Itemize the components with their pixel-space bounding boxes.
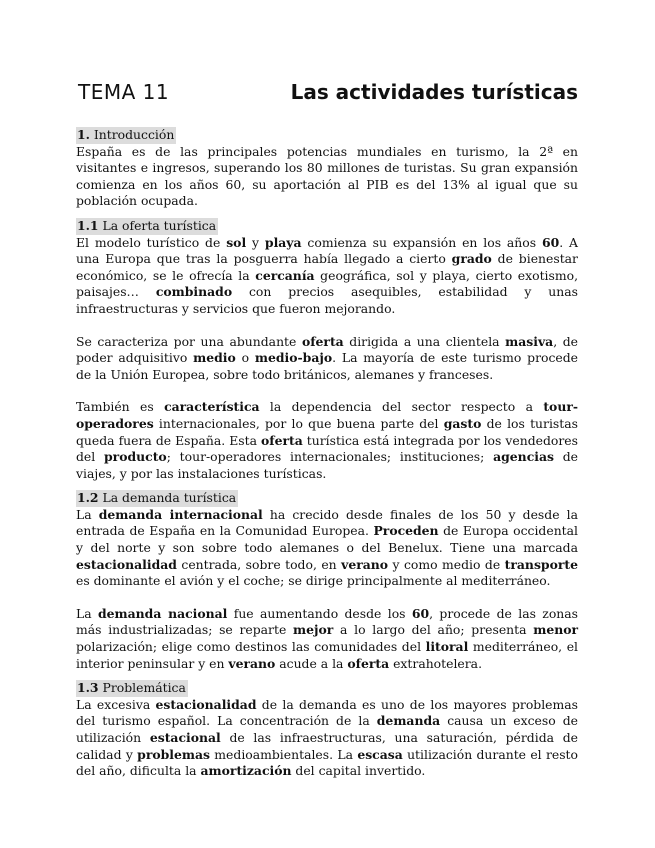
bold-term: litoral: [425, 639, 469, 655]
text-run: ha crecido desde finales de los 50 y desde la entrada de España en la Comunidad Europea.: [76, 506, 578, 539]
bold-term: gasto: [443, 415, 482, 431]
text-run: del capital invertido.: [291, 763, 426, 779]
text-run: fue aumentando desde los: [227, 605, 412, 621]
bold-term: escasa: [357, 746, 403, 762]
section-title: Problemática: [98, 680, 186, 696]
text-run: de las infraestructuras, una saturación, pérdida de calidad y: [76, 730, 579, 762]
bold-term: mejor: [293, 622, 334, 638]
text-run: a lo largo del año; presenta: [333, 622, 534, 638]
text-run: de la demanda es uno de los mayores problemas del turismo español. La concentración de la: [76, 696, 579, 729]
section-number: 1.2: [77, 490, 99, 506]
paragraph: [76, 606, 578, 672]
document-body: [76, 127, 578, 788]
page-header: [78, 80, 578, 110]
text-run: geográfica, sol y playa, cierto exotismo, paisajes…: [76, 267, 579, 300]
text-run: medioambientales. La: [209, 746, 358, 762]
bold-term: medio-bajo: [254, 350, 333, 366]
bold-term: demanda internacional: [98, 506, 263, 522]
section-title: La demanda turística: [98, 490, 237, 506]
text-run: de los turistas queda fuera de España. Esta: [76, 415, 578, 448]
text-run: La: [76, 506, 99, 522]
bold-term: agencias: [493, 449, 554, 465]
paragraph: [76, 235, 578, 318]
text-run: turística está integrada por los vendedores del: [76, 432, 578, 465]
text-run: acude a la: [275, 655, 348, 671]
section: [76, 680, 578, 780]
section-heading: [76, 127, 176, 144]
text-run: de Europa occidental y del norte y son sobre todo alemanes o del Benelux. Tiene una marcada: [76, 523, 578, 556]
bold-term: demanda nacional: [97, 605, 228, 621]
text-run: con precios asequibles, estabilidad y unas infraestructuras y servicios que fueron mejorando.: [76, 284, 579, 316]
bold-term: oferta: [261, 432, 303, 448]
text-run: . La mayoría de este turismo procede de la Unión Europea, sobre todo británicos, alemanes y franceses.: [76, 350, 578, 382]
text-run: y como medio de: [388, 556, 505, 572]
bold-term: cercanía: [255, 267, 315, 283]
text-run: Se caracteriza por una abundante: [76, 333, 302, 349]
text-run: mediterráneo, el interior peninsular y en: [76, 639, 579, 671]
topic-number: TEMA 11: [78, 80, 170, 104]
bold-term: grado: [451, 251, 492, 267]
bold-term: estacionalidad: [76, 556, 177, 572]
paragraph: [76, 144, 578, 210]
bold-term: sol: [226, 234, 247, 250]
text-run: La excesiva: [76, 696, 156, 712]
bold-term: 60: [541, 234, 560, 250]
text-run: La: [76, 605, 98, 621]
bold-term: playa: [264, 234, 302, 250]
text-run: También es: [76, 399, 165, 415]
text-run: utilización durante el resto del año, dificulta la: [76, 746, 579, 779]
text-run: y: [246, 234, 265, 250]
text-run: internacionales, por lo que buena parte del: [153, 415, 444, 431]
text-run: El modelo turístico de: [76, 234, 227, 250]
text-run: o: [235, 350, 255, 366]
bold-term: combinado: [155, 284, 233, 300]
section-number: 1.: [77, 127, 90, 142]
bold-term: estacional: [149, 730, 221, 745]
text-run: España es de las principales potencias mundiales en turismo, la 2ª en visitantes e ingresos, superando los 80 millones de turistas. Su gran expansión comienza en los años 60, su aportación al PIB es del 13% al igual que su población ocupada.: [76, 143, 578, 209]
section: [76, 127, 578, 210]
text-run: dirigida a una clientela: [343, 333, 506, 349]
bold-term: masiva: [505, 333, 554, 349]
bold-term: característica: [164, 399, 260, 415]
paragraph: [76, 334, 578, 384]
text-run: es dominante el avión y el coche; se dirige principalmente al mediterráneo.: [76, 573, 551, 589]
section-heading: [76, 490, 238, 507]
text-run: centrada, sobre todo, en: [176, 556, 342, 572]
paragraph: [76, 507, 578, 590]
text-run: la dependencia del sector respecto a: [259, 399, 544, 415]
bold-term: producto: [104, 449, 167, 465]
bold-term: 60: [411, 605, 430, 621]
section: [76, 218, 578, 482]
bold-term: medio: [193, 350, 236, 366]
bold-term: oferta: [301, 333, 344, 349]
text-run: , procede de las zonas más industrializadas; se reparte: [76, 605, 578, 638]
section-number: 1.1: [77, 217, 99, 233]
text-run: de viajes, y por las instalaciones turísticas.: [76, 449, 579, 481]
paragraph: [76, 697, 578, 780]
bold-term: verano: [228, 655, 276, 671]
bold-term: transporte: [504, 556, 578, 572]
bold-term: verano: [341, 556, 389, 572]
bold-term: amortización: [200, 763, 292, 779]
section-heading: [76, 680, 188, 697]
bold-term: problemas: [137, 746, 210, 762]
section-heading: [76, 218, 218, 235]
section-title: Introducción: [89, 127, 175, 142]
text-run: . A una Europa que tras la posguerra había llegado a cierto: [76, 234, 578, 267]
text-run: ; tour-operadores internacionales; instituciones;: [166, 449, 494, 465]
section: [76, 490, 578, 672]
bold-term: Proceden: [373, 523, 439, 539]
bold-term: tour-operadores: [76, 399, 578, 431]
bold-term: demanda: [376, 713, 441, 729]
text-run: , de poder adquisitivo: [76, 333, 578, 366]
text-run: de bienestar económico, se le ofrecía la: [76, 251, 578, 283]
text-run: polarización; elige como destinos las comunidades del: [76, 639, 426, 655]
text-run: comienza su expansión en los años: [301, 234, 542, 250]
bold-term: estacionalidad: [155, 696, 257, 712]
text-run: extrahotelera.: [389, 655, 483, 671]
section-title: La oferta turística: [98, 217, 217, 233]
page-title: Las actividades turísticas: [290, 80, 578, 104]
text-run: causa un exceso de utilización: [76, 713, 578, 745]
paragraph: [76, 399, 578, 482]
bold-term: oferta: [347, 655, 390, 671]
bold-term: menor: [533, 622, 579, 638]
section-number: 1.3: [77, 680, 99, 696]
